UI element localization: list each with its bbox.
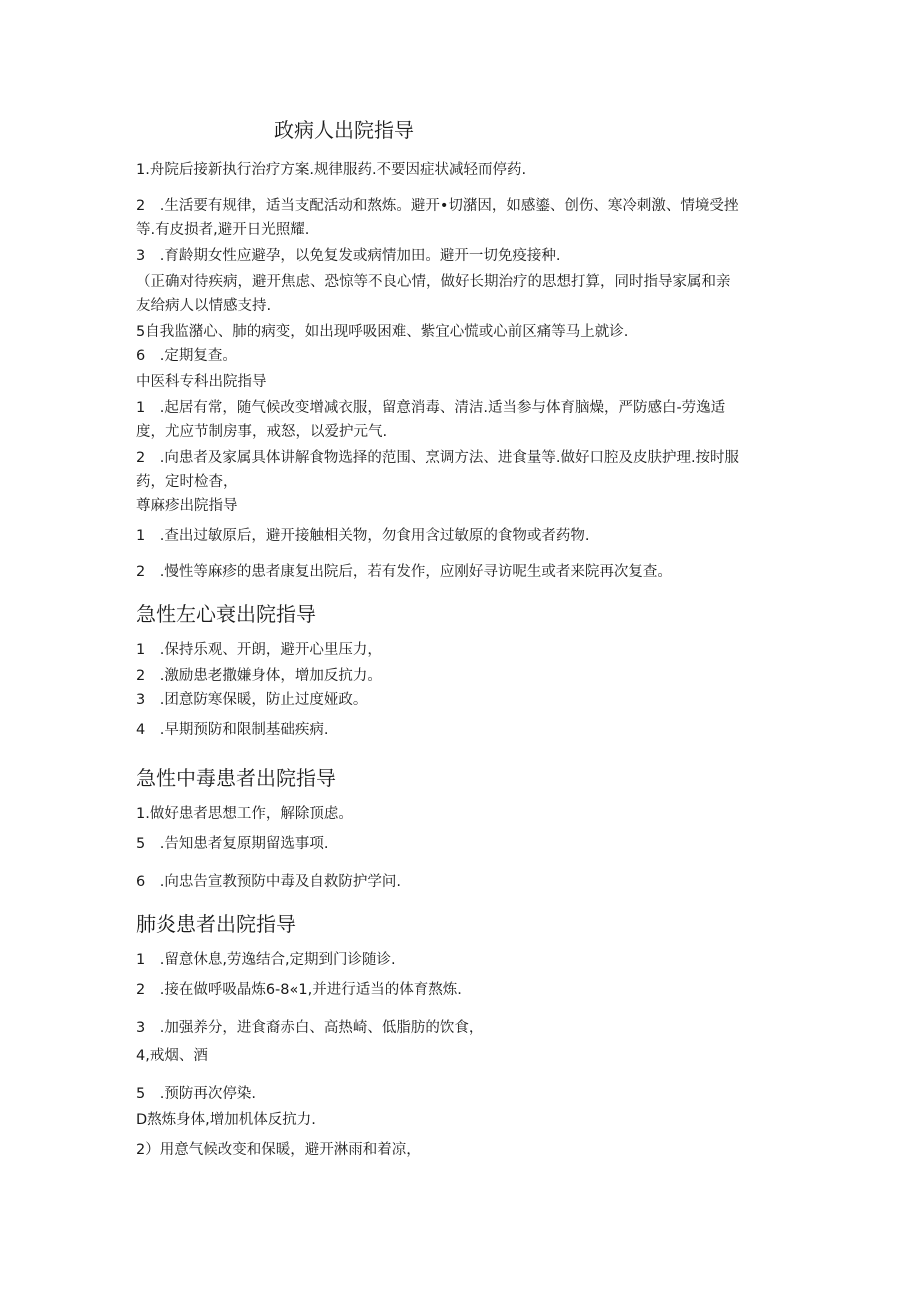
section2-line-4: 药，定时检杳， [136, 474, 238, 490]
section3-line-2: 2 .慢性等麻疹的患者康复出院后，若有发作，应刚好寻访呢生或者来院再次复查。 [136, 564, 672, 580]
section1-line-3: 等.有皮损者,避开日光照耀. [136, 222, 310, 238]
section2-line-3: 2 .向患者及家属具体讲解食物选择的范围、烹调方法、进食量等.做好口腔及皮肤护理.按时服 [136, 450, 740, 466]
section6-line-1: 1 .留意休息,劳逸结合,定期到门诊随诊. [136, 952, 396, 968]
section4-heading: 急性左心衰出院指导 [136, 602, 316, 626]
section6-line-7: 2）用意气候改变和保暖，避开淋雨和着凉， [136, 1142, 421, 1158]
section1-line-7: 5自我监潴心、肺的病变，如出现呼吸困难、紫宜心慌或心前区痛等马上就诊. [136, 324, 629, 340]
section4-line-1: 1 .保持乐观、开朗，避开心里压力， [136, 642, 382, 658]
section6-heading: 肺炎患者出院指导 [136, 912, 296, 936]
section5-line-1: 1.做好患者思想工作，解除顶虑。 [136, 806, 353, 822]
section6-line-6: D熬炼身体,增加机体反抗力. [136, 1112, 316, 1128]
section4-line-2: 2 .激励患老撒嫌身体，增加反抗力。 [136, 668, 382, 684]
section1-line-6: 友给病人以情感支持. [136, 298, 272, 314]
section1-line-2: 2 .生活要有规律，适当支配活动和熬炼。避开•切潴因，如感鎏、创伤、寒冷刺激、情境受挫 [136, 198, 739, 214]
page-title: 政病人出院指导 [274, 118, 414, 142]
section2-heading: 中医科专科出院指导 [136, 374, 267, 390]
section6-line-4: 4,戒烟、酒 [136, 1048, 208, 1064]
section4-line-4: 4 .早期预防和限制基础疾病. [136, 722, 329, 738]
section6-line-3: 3 .加强养分，进食裔赤白、高热崎、低脂肪的饮食， [136, 1020, 484, 1036]
section5-line-2: 5 .告知患者复原期留选事项. [136, 836, 329, 852]
section5-line-3: 6 .向忠告宣教预防中毒及自救防护学问. [136, 874, 401, 890]
section2-line-2: 度，尤应节制房事，戒怒，以爱护元气. [136, 424, 388, 440]
section3-line-1: 1 .查出过敏原后，避开接触相关物，勿食用含过敏原的食物或者药物. [136, 528, 590, 544]
section5-heading: 急性中毒患者出院指导 [136, 766, 336, 790]
section2-line-1: 1 .起居有常，随气候改变增减衣服，留意消毒、清洁.适当参与体育脑燥，严防感白-劳逸适 [136, 400, 726, 416]
section6-line-5: 5 .预防再次停染. [136, 1086, 256, 1102]
section1-line-4: 3 .育龄期女性应避孕，以免复发或病情加田。避开一切免疫接种. [136, 248, 561, 264]
section6-line-2: 2 .接在做呼吸晶炼6-8«1,并进行适当的体育熬炼. [136, 982, 462, 998]
section1-line-1: 1.舟院后接新执行治疗方案.规律服药.不要因症状减轻而停药. [136, 162, 527, 178]
section3-heading: 尊麻疹出院指导 [136, 498, 238, 514]
section1-line-8: 6 .定期复查。 [136, 348, 237, 364]
section4-line-3: 3 .团意防寒保暖，防止过度娅政。 [136, 692, 368, 708]
section1-line-5: （正确对待疾病，避开焦虑、恐惊等不良心情，做好长期治疗的思想打算，同时指导家属和亲 [136, 274, 731, 290]
